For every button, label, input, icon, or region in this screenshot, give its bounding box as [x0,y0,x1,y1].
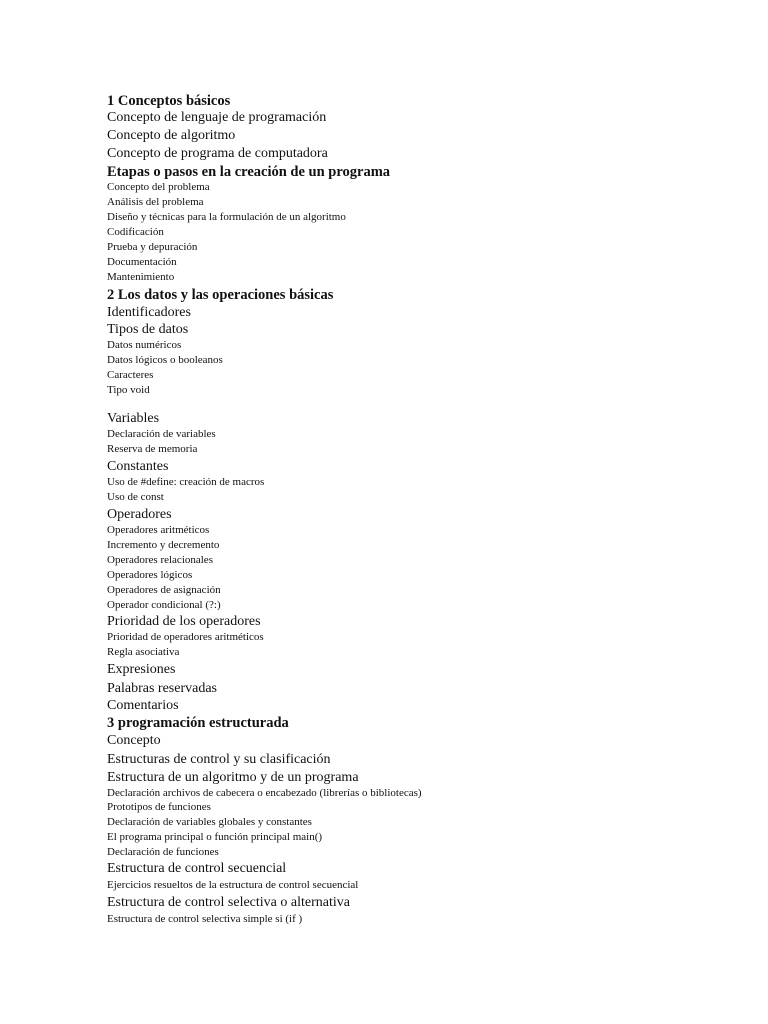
outline-item: Concepto de lenguaje de programación [107,110,327,125]
outline-item: Tipos de datos [107,322,189,337]
outline-item: Uso de const [107,491,164,503]
outline-item: Operador condicional (?:) [107,599,221,611]
outline-item: Incremento y decremento [107,539,220,551]
outline-item: Declaración de funciones [107,846,219,858]
outline-item: Operadores lógicos [107,569,193,581]
outline-item: Operadores de asignación [107,584,221,596]
outline-item: Prioridad de los operadores [107,614,261,629]
section-heading: 2 Los datos y las operaciones básicas [107,287,334,303]
outline-item: Comentarios [107,698,179,713]
outline-item: Análisis del problema [107,196,204,208]
outline-item: El programa principal o función principal main() [107,831,323,843]
outline-item: Reserva de memoria [107,443,198,455]
outline-item: Expresiones [107,662,176,677]
outline-item: Estructura de un algoritmo y de un programa [107,770,359,785]
outline-item: Concepto del problema [107,181,210,193]
outline-item: Declaración archivos de cabecera o encabezado (librerías o bibliotecas) [107,787,422,799]
outline-item: Concepto [107,733,161,748]
outline-item: Declaración de variables [107,428,216,440]
section-heading: Etapas o pasos en la creación de un programa [107,164,391,180]
outline-item: Concepto de algoritmo [107,128,236,143]
section-heading: 1 Conceptos básicos [107,93,231,109]
outline-item: Codificación [107,226,164,238]
outline-item: Ejercicios resueltos de la estructura de control secuencial [107,879,359,891]
outline-item: Operadores relacionales [107,554,213,566]
outline-item: Declaración de variables globales y constantes [107,816,312,828]
section-heading: 3 programación estructurada [107,715,289,731]
outline-item: Diseño y técnicas para la formulación de un algoritmo [107,211,346,223]
outline-item: Datos lógicos o booleanos [107,354,223,366]
outline-item: Estructura de control selectiva simple si (if ) [107,913,303,925]
outline-item: Constantes [107,459,169,474]
outline-item: Tipo void [107,384,150,396]
outline-item: Concepto de programa de computadora [107,146,328,161]
outline-item: Operadores aritméticos [107,524,210,536]
outline-item: Datos numéricos [107,339,182,351]
outline-item: Mantenimiento [107,271,175,283]
outline-item: Estructuras de control y su clasificación [107,752,331,767]
outline-item: Regla asociativa [107,646,180,658]
outline-item: Documentación [107,256,177,268]
outline-item: Prioridad de operadores aritméticos [107,631,264,643]
outline-item: Estructura de control selectiva o alternativa [107,895,350,910]
outline-item: Caracteres [107,369,154,381]
outline-item: Palabras reservadas [107,681,218,696]
outline-item: Prototipos de funciones [107,801,211,813]
outline-item: Prueba y depuración [107,241,198,253]
outline-item: Uso de #define: creación de macros [107,476,265,488]
outline-item: Identificadores [107,305,191,320]
outline-item: Operadores [107,507,172,522]
outline-item: Estructura de control secuencial [107,861,287,876]
outline-item: Variables [107,411,160,426]
